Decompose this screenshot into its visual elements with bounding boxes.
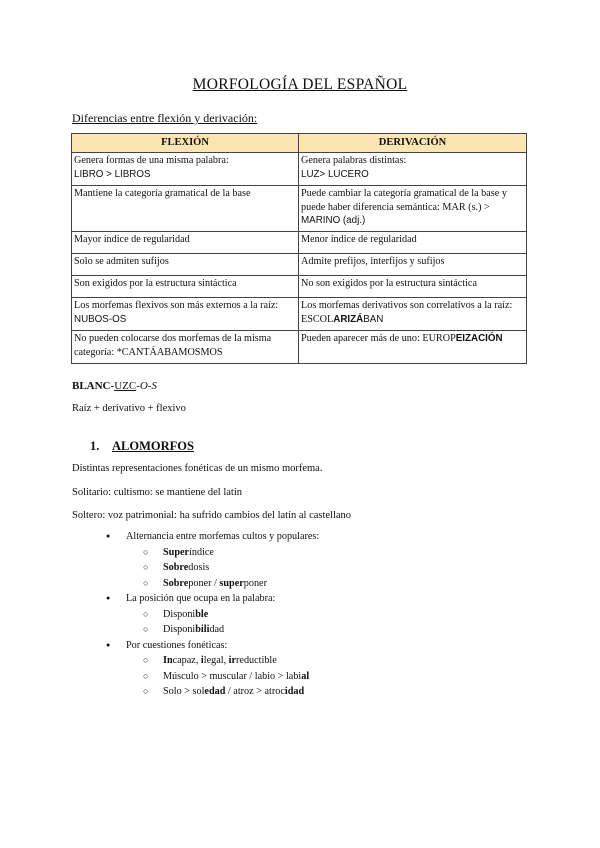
cell-text: Puede cambiar la categoría gramatical de la base y puede haber diferencia semántica: MAR (s.) > [301, 188, 507, 213]
table-row [72, 331, 527, 364]
text-part: poner [243, 577, 267, 589]
list-item [143, 607, 319, 623]
flexive-part: O [139, 380, 148, 392]
cell-example: LUZ> LUCERO [301, 168, 369, 180]
list-item [143, 684, 319, 700]
bold-morpheme: edad [204, 686, 226, 697]
separator: - [136, 380, 140, 392]
flexive-part: S [151, 380, 157, 392]
cell-text: Menor índice de regularidad [301, 234, 417, 245]
bold-morpheme: idad [284, 686, 305, 697]
bold-morpheme: In [163, 655, 173, 666]
section-heading [90, 439, 194, 454]
root-part: BLANC [72, 380, 111, 392]
cell-text: Los morfemas flexivos son más externos a la raíz: [74, 300, 279, 311]
table-row [72, 232, 527, 254]
table-cell [72, 331, 299, 364]
section-number: 1. [90, 439, 100, 453]
table-cell [72, 153, 299, 186]
cell-text: Son exigidos por la estructura sintáctica [74, 278, 237, 289]
cell-example: LIBRO > LIBROS [74, 168, 151, 180]
list-item-text: Alternancia entre morfemas cultos y populares: [126, 531, 320, 542]
table-cell [72, 298, 299, 331]
cell-text: Genera palabras distintas: [301, 155, 407, 166]
text-part: poner / [188, 577, 220, 589]
table-cell [299, 153, 527, 186]
bold-morpheme: Sobre [163, 577, 189, 589]
table-cell [299, 254, 527, 276]
table-cell [72, 232, 299, 254]
separator: - [110, 380, 115, 392]
paragraph: Solitario: cultismo: se mantiene del latín [72, 487, 243, 498]
cell-text: No pueden colocarse dos morfemas de la misma categoría: *CANTÁABAMOSMOS [74, 333, 272, 358]
paragraph: Soltero: voz patrimonial: ha sufrido cambios del latín al castellano [72, 510, 352, 521]
sub-list [126, 607, 319, 638]
list-item [106, 638, 319, 700]
list-item-text: Por cuestiones fonéticas: [126, 639, 228, 651]
comparison-table [71, 133, 527, 364]
text-part: Disponi [163, 624, 196, 635]
cell-text: Solo se admiten sufijos [74, 256, 169, 267]
cell-example: NUBOS-OS [74, 313, 127, 325]
formula-line: Raíz + derivativo + flexivo [72, 403, 186, 414]
cell-text: Genera formas de una misma palabra: [74, 155, 229, 166]
list-item [106, 591, 319, 638]
list-item [143, 560, 319, 576]
table-cell [72, 254, 299, 276]
header-derivacion: DERIVACIÓN [299, 134, 527, 153]
table-row [72, 276, 527, 298]
bold-morpheme: ble [195, 608, 209, 620]
table-cell [72, 276, 299, 298]
list-item-text: La posición que ocupa en la palabra: [126, 593, 276, 604]
text-part: capaz, [172, 655, 201, 666]
table-cell [299, 232, 527, 254]
table-cell [299, 186, 527, 232]
cell-example: MARINO (adj.) [301, 215, 366, 226]
bold-morpheme: Sobre [163, 562, 189, 573]
table-cell [72, 186, 299, 232]
bold-morpheme: Super [163, 546, 190, 558]
sub-list [126, 653, 319, 700]
bold-morpheme: al [301, 670, 310, 682]
bullet-list [106, 529, 319, 700]
cell-text: Pueden aparecer más de uno: EUROP [301, 333, 456, 344]
list-item [143, 669, 319, 685]
cell-text: No son exigidos por la estructura sintáctica [301, 278, 477, 289]
text-part: / atroz > atroc [225, 686, 285, 697]
cell-bold-part: EIZACIÓN [455, 333, 503, 344]
list-item [106, 529, 319, 591]
text-part: Músculo > muscular / labio > labi [163, 670, 302, 682]
text-part: Disponi [163, 608, 196, 620]
table-cell [299, 276, 527, 298]
table-row [72, 153, 527, 186]
subtitle: Diferencias entre flexión y derivación: [72, 111, 258, 125]
list-item [143, 576, 319, 592]
list-item [143, 545, 319, 561]
text-part: dosis [188, 562, 210, 573]
cell-text: Admite prefijos, interfijos y sufijos [301, 256, 445, 267]
section-title: ALOMORFOS [112, 439, 194, 453]
cell-text-tail: BAN [363, 313, 384, 325]
header-flexion: FLEXIÓN [72, 134, 299, 153]
paragraph: Distintas representaciones fonéticas de un mismo morfema. [72, 463, 323, 474]
bold-morpheme: ir [228, 655, 237, 666]
table-cell [299, 298, 527, 331]
table-row [72, 186, 527, 232]
text-part: índice [189, 546, 214, 558]
table-header-row [72, 134, 527, 153]
text-part: reductible [236, 655, 277, 666]
separator: - [147, 380, 152, 392]
cell-text: Mantiene la categoría gramatical de la base [74, 188, 251, 199]
text-part: dad [209, 624, 225, 635]
table-row [72, 298, 527, 331]
bold-morpheme: super [219, 577, 244, 589]
morpheme-example [72, 380, 157, 392]
cell-text: Los morfemas derivativos son correlativos a la raíz: ESCOL [301, 300, 513, 325]
table-row [72, 254, 527, 276]
bold-morpheme: bili [195, 624, 210, 635]
document-title: MORFOLOGÍA DEL ESPAÑOL [192, 76, 408, 93]
text-part: legal, [203, 655, 229, 666]
bold-morpheme: i [200, 655, 204, 666]
list-item [143, 622, 319, 638]
cell-text: Mayor índice de regularidad [74, 234, 190, 245]
derivative-part: UZC [114, 380, 137, 392]
text-part: Solo > sol [163, 686, 205, 697]
sub-list [126, 545, 319, 592]
cell-bold-part: ARIZÁ [333, 313, 364, 325]
table-cell [299, 331, 527, 364]
list-item [143, 653, 319, 669]
